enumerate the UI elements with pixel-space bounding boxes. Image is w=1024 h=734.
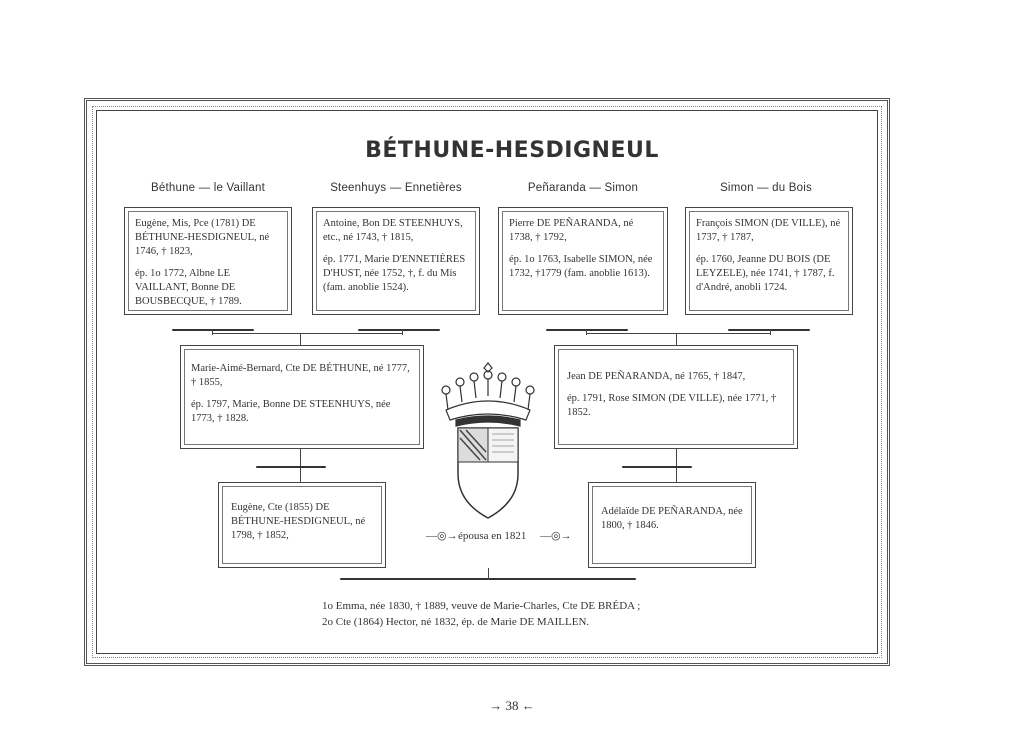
connector-line [300,468,301,482]
person-entry: Jean DE PEÑARANDA, né 1765, † 1847, [567,371,746,382]
genealogy-box-gen1-steenhuys [312,207,480,315]
connector-line [488,568,489,580]
column-heading-bethune: Béthune — le Vaillant [151,182,265,194]
column-heading-penaranda: Peñaranda — Simon [527,182,639,194]
ornament-right: —◎→ [540,530,572,542]
connector-line [300,333,301,345]
person-entry: Eugène, Cte (1855) DE BÉTHUNE-HESDIGNEUL, né 1798, † 1852, [231,502,366,541]
person-entry: Adélaïde DE PEÑARANDA, née 1800, † 1846. [601,506,743,531]
marriage-entry: ép. 1791, Rose SIMON (DE VILLE), née 1771, † 1852. [567,393,777,418]
page-number: → 38 ← [489,698,535,713]
ornamental-connector [622,466,692,468]
shield-icon [458,428,518,518]
genealogy-box-gen2-penaranda [554,345,798,449]
ornamental-connector [546,329,628,331]
connector-line [212,333,402,334]
person-entry: Eugène, Mis, Pce (1781) DE BÉTHUNE-HESDIGNEUL, né 1746, † 1823, [135,218,270,257]
ornamental-connector [172,329,254,331]
column-heading-simon: Simon — du Bois [720,182,812,194]
marriage-entry: ép. 1771, Marie D'ENNETIÈRES D'HUST, née 1752, †, f. du Mis (fam. anoblie 1524). [323,254,466,293]
marriage-entry: ép. 1o 1772, Albne LE VAILLANT, Bonne DE BOUSBECQUE, † 1789. [135,268,242,307]
footnotes [322,598,640,630]
genealogy-box-gen1-bethune [124,207,292,315]
footnote-line: 2o Cte (1864) Hector, né 1832, ép. de Marie DE MAILLEN. [322,616,590,628]
connector-line [402,329,403,335]
connector-line [586,333,770,334]
genealogy-box-gen1-penaranda [498,207,668,315]
person-entry: Pierre DE PEÑARANDA, né 1738, † 1792, [509,218,634,243]
genealogy-box-gen1-simon [685,207,853,315]
column-heading-steenhuys: Steenhuys — Ennetières [330,182,462,194]
ornament-left: —◎→ [426,530,458,542]
married-label: épousa en 1821 [458,530,527,542]
connector-line [676,449,677,466]
connector-line [212,329,213,335]
genealogy-box-gen3-bethune [218,482,386,568]
person-entry: Antoine, Bon DE STEENHUYS, etc., né 1743, † 1815, [323,218,463,243]
page-title: BÉTHUNE-HESDIGNEUL [365,138,659,163]
connector-line [300,449,301,466]
marriage-entry: ép. 1797, Marie, Bonne DE STEENHUYS, née 1773, † 1828. [191,399,391,424]
genealogy-box-gen2-bethune [180,345,424,449]
connector-line [676,333,677,345]
marriage-entry: ép. 1760, Jeanne DU BOIS (DE LEYZELE), née 1741, † 1787, f. d'André, anobli 1724. [696,254,835,293]
coat-of-arms-emblem [436,362,540,522]
genealogy-box-gen3-penaranda [588,482,756,568]
ornamental-connector [728,329,810,331]
footnote-line: 1o Emma, née 1830, † 1889, veuve de Marie-Charles, Cte DE BRÉDA ; [322,600,641,612]
connector-line [770,329,771,335]
connector-line [676,468,677,482]
marriage-entry: ép. 1o 1763, Isabelle SIMON, née 1732, †1779 (fam. anoblie 1613). [509,254,653,279]
person-entry: François SIMON (DE VILLE), né 1737, † 1787, [696,218,841,243]
person-entry: Marie-Aimé-Bernard, Cte DE BÉTHUNE, né 1777, † 1855, [191,363,410,388]
connector-line [586,329,587,335]
crown-icon [442,363,534,426]
ornamental-connector [256,466,326,468]
ornamental-connector [358,329,440,331]
